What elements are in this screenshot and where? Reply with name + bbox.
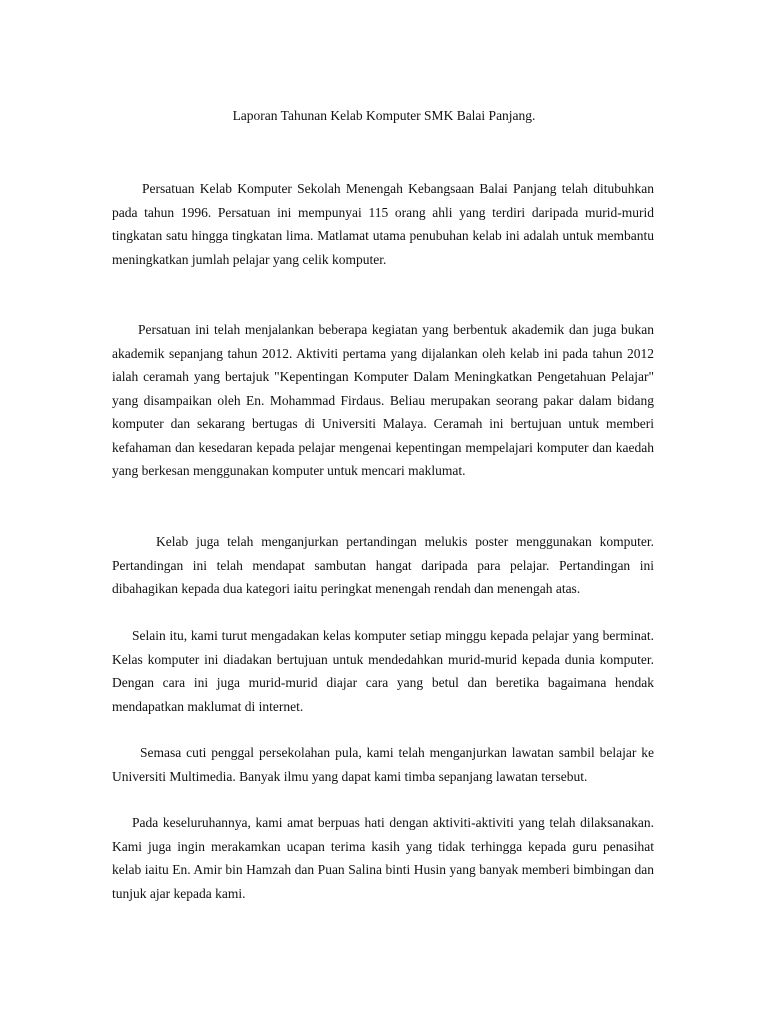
paragraph-conclusion: Pada keseluruhannya, kami amat berpuas hati dengan aktiviti-aktiviti yang telah dilaksanakan. Kami juga ingin merakamkan ucapan terima kasih yang tidak terhingga kepada guru penasihat kelab iaitu En. Amir bin Hamzah dan Puan Salina binti Husin yang banyak memberi bimbingan dan tunjuk ajar kepada kami.	[112, 815, 654, 901]
paragraph-founding: Persatuan Kelab Komputer Sekolah Menengah Kebangsaan Balai Panjang telah ditubuhkan pada tahun 1996. Persatuan ini mempunyai 115 orang ahli yang terdiri daripada murid-murid tingkatan satu hingga tingkatan lima. Matlamat utama penubuhan kelab ini adalah untuk membantu meningkatkan jumlah pelajar yang celik komputer.	[112, 181, 654, 267]
paragraph-computer-class: Selain itu, kami turut mengadakan kelas komputer setiap minggu kepada pelajar yang berminat. Kelas komputer ini diadakan bertujuan untuk mendedahkan murid-murid kepada dunia komputer. Dengan cara ini juga murid-murid diajar cara yang betul dan beretika bagaimana hendak mendapatkan maklumat di internet.	[112, 628, 654, 714]
paragraph-activities-talk: Persatuan ini telah menjalankan beberapa kegiatan yang berbentuk akademik dan juga bukan akademik sepanjang tahun 2012. Aktiviti pertama yang dijalankan oleh kelab ini pada tahun 2012 ialah ceramah yang bertajuk "Kepentingan Komputer Dalam Meningkatkan Pengetahuan Pelajar" yang disampaikan oleh En. Mohammad Firdaus. Beliau merupakan seorang pakar dalam bidang komputer dan sekarang bertugas di Universiti Malaya. Ceramah ini bertujuan untuk memberi kefahaman dan kesedaran kepada pelajar mengenai kepentingan mempelajari komputer dan kaedah yang berkesan menggunakan komputer untuk mencari maklumat.	[112, 322, 654, 478]
document-title: Laporan Tahunan Kelab Komputer SMK Balai Panjang.	[232, 108, 536, 123]
paragraph-poster-competition: Kelab juga telah menganjurkan pertandingan melukis poster menggunakan komputer. Pertandingan ini telah mendapat sambutan hangat daripada para pelajar. Pertandingan ini dibahagikan kepada dua kategori iaitu peringkat menengah rendah dan menengah atas.	[112, 534, 654, 596]
paragraph-study-visit: Semasa cuti penggal persekolahan pula, kami telah menganjurkan lawatan sambil belajar ke Universiti Multimedia. Banyak ilmu yang dapat kami timba sepanjang lawatan tersebut.	[112, 745, 654, 784]
